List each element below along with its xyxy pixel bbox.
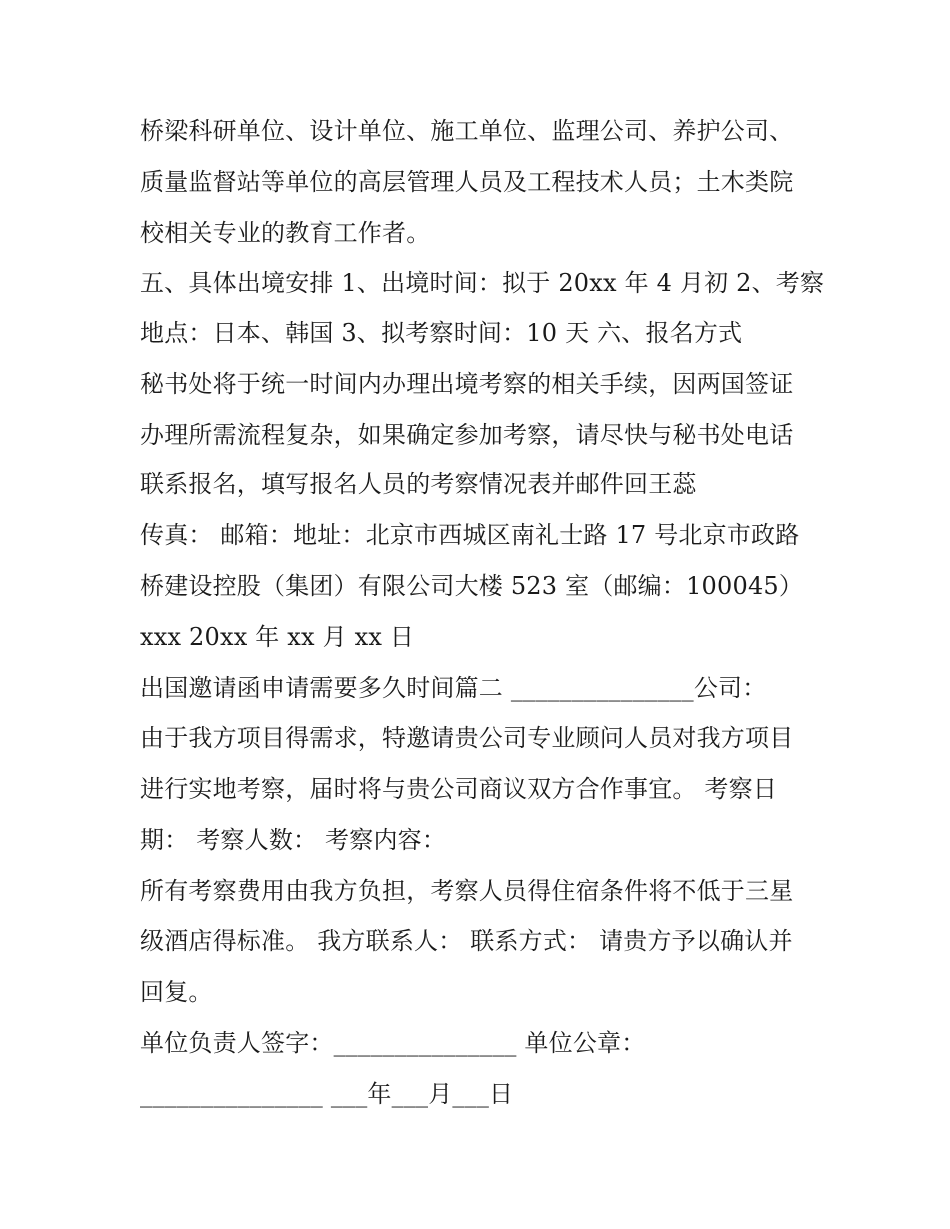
section-heading: 出国邀请函申请需要多久时间篇二 _______________公司： [140, 674, 767, 702]
text-line: 秘书处将于统一时间内办理出境考察的相关手续，因两国签证 [140, 370, 794, 398]
text-line: 联系报名，填写报名人员的考察情况表并邮件回王蕊 [140, 470, 697, 498]
date-line: xxx 20xx 年 xx 月 xx 日 [140, 623, 415, 651]
text-line: 桥建设控股（集团）有限公司大楼 523 室（邮编：100045） [140, 572, 804, 600]
text-line: 传真： 邮箱：地址：北京市西城区南礼士路 17 号北京市政路 [140, 521, 800, 549]
text-line: 办理所需流程复杂，如果确定参加考察，请尽快与秘书处电话 [140, 421, 794, 449]
text-line: 级酒店得标准。 我方联系人： 联系方式： 请贵方予以确认并 [140, 927, 793, 955]
text-line: 地点：日本、韩国 3、拟考察时间：10 天 六、报名方式 [140, 319, 743, 347]
text-line: 进行实地考察，届时将与贵公司商议双方合作事宜。 考察日 [140, 775, 778, 803]
text-line: 期： 考察人数： 考察内容： [140, 826, 447, 854]
signature-line: 单位负责人签字：_______________ 单位公章： [140, 1029, 646, 1057]
text-line: 由于我方项目得需求，特邀请贵公司专业顾问人员对我方项目 [140, 724, 794, 752]
text-line: 所有考察费用由我方负担，考察人员得住宿条件将不低于三星 [140, 877, 794, 905]
text-line: 回复。 [140, 978, 213, 1006]
signature-date-line: _______________ ___年___月___日 [140, 1080, 514, 1108]
text-line: 五、具体出境安排 1、出境时间：拟于 20xx 年 4 月初 2、考察 [140, 269, 825, 297]
text-line: 桥梁科研单位、设计单位、施工单位、监理公司、养护公司、 [140, 117, 794, 145]
text-line: 校相关专业的教育工作者。 [140, 219, 431, 247]
text-line: 质量监督站等单位的高层管理人员及工程技术人员；土木类院 [140, 168, 794, 196]
